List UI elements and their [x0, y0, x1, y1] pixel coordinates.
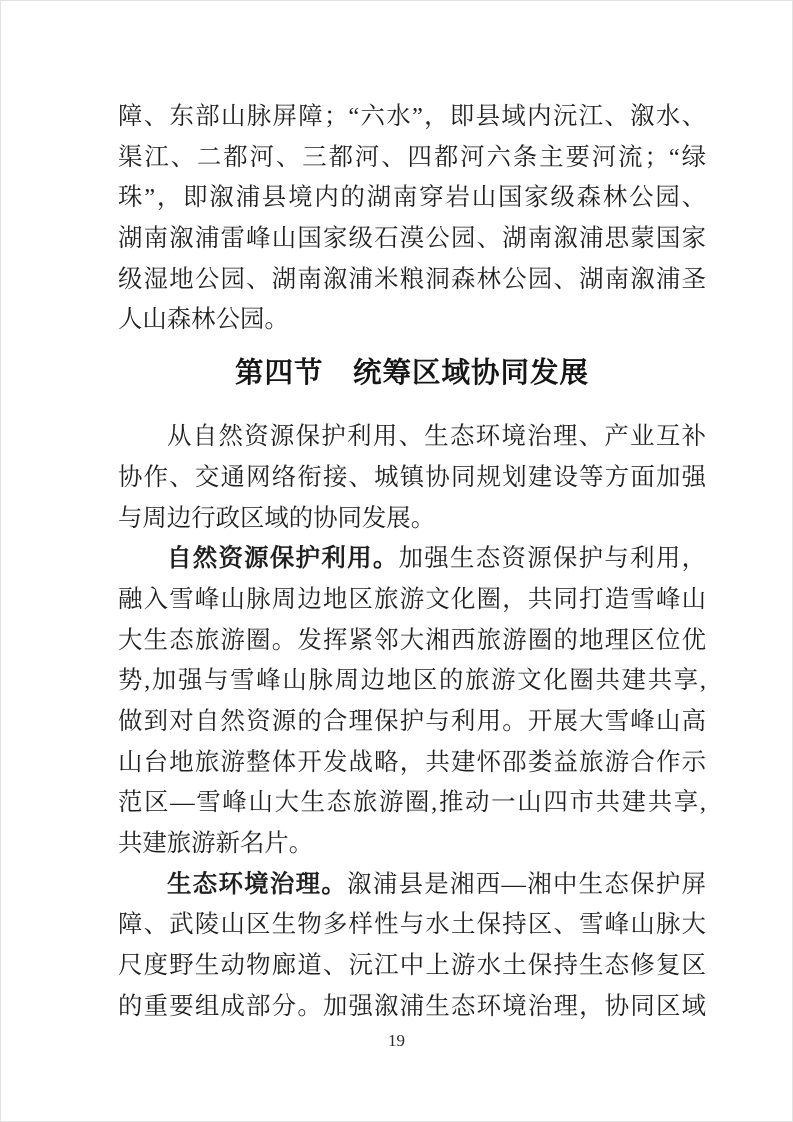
paragraph-lead-rest: 溆浦县是湘西—湘中生态保护屏: [347, 870, 706, 898]
body-text-line: 珠”，即溆浦县境内的湖南穿岩山国家级森林公园、: [118, 184, 706, 212]
body-text-line: 山台地旅游整体开发战略，共建怀邵娄益旅游合作示: [118, 748, 706, 776]
text-block: [118, 97, 706, 1027]
body-text-line: 与周边行政区域的协同发展。: [118, 504, 436, 532]
body-text-line: 共建旅游新名片。: [118, 830, 314, 857]
body-text-line: [118, 539, 706, 580]
body-text-line: 范区—雪峰山大生态旅游圈,推动一山四市共建共享,: [118, 789, 706, 817]
body-text-line: 势,加强与雪峰山脉周边地区的旅游文化圈共建共享,: [118, 667, 706, 695]
body-text-line: 湖南溆浦雷峰山国家级石漠公园、湖南溆浦思蒙国家: [118, 225, 706, 253]
paragraph-lead-bold: 生态环境治理。: [167, 870, 348, 898]
body-text-line: 从自然资源保护利用、生态环境治理、产业互补: [167, 423, 706, 451]
body-text-line: 协作、交通网络衔接、城镇协同规划建设等方面加强: [118, 463, 706, 491]
body-text-line: 障、武陵山区生物多样性与水土保持区、雪峰山脉大: [118, 911, 706, 939]
body-text-line: 渠江、二都河、三都河、四都河六条主要河流；“绿: [118, 143, 706, 171]
body-text-line: 尺度野生动物廊道、沅江中上游水土保持生态修复区: [118, 952, 706, 980]
body-text-line: 的重要组成部分。加强溆浦生态环境治理，协同区域: [118, 992, 706, 1020]
paragraph-lead-rest: 加强生态资源保护与利用，: [398, 545, 706, 573]
body-text-line: 障、东部山脉屏障；“六水”，即县域内沅江、溆水、: [118, 103, 706, 130]
body-text-line: 级湿地公园、湖南溆浦米粮洞森林公园、湖南溆浦圣: [118, 265, 706, 293]
body-text-line: 做到对自然资源的合理保护与利用。开展大雪峰山高: [118, 707, 706, 735]
page-number: 19: [388, 1031, 405, 1050]
body-text-line: [118, 865, 706, 906]
body-text-line: 融入雪峰山脉周边地区旅游文化圈，共同打造雪峰山: [118, 585, 706, 613]
body-text-line: 大生态旅游圈。发挥紧邻大湘西旅游圈的地理区位优: [118, 626, 706, 654]
section-heading: 第四节 统筹区域协同发展: [234, 357, 589, 390]
paragraph-lead-bold: 自然资源保护利用。: [167, 545, 399, 573]
body-text-line: 人山森林公园。: [118, 306, 289, 334]
